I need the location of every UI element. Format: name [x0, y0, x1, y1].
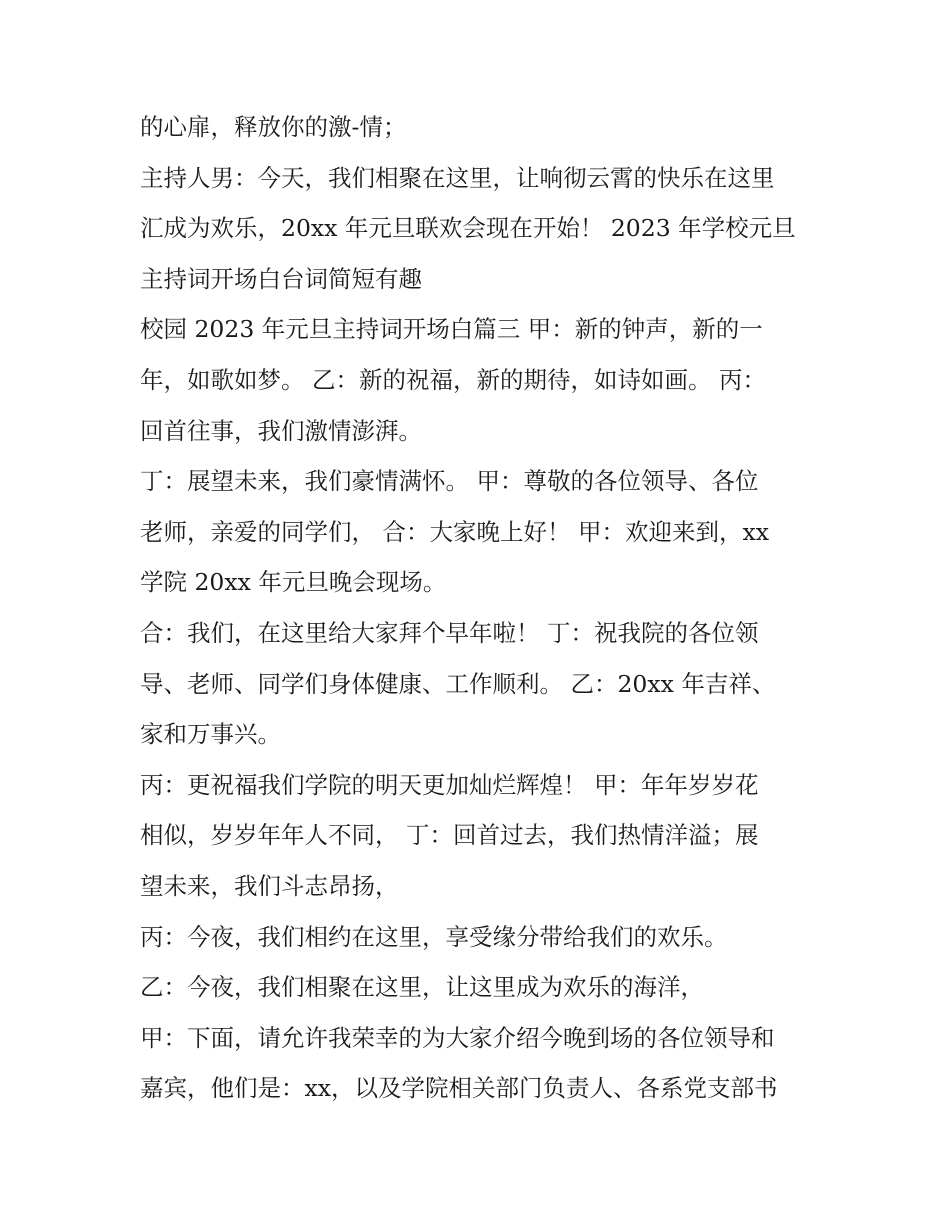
text-line: 学院 20xx 年元旦晚会现场。 — [140, 568, 447, 597]
text-line: 的心扉，释放你的激-情； — [140, 113, 407, 141]
text-line: 嘉宾，他们是：xx，以及学院相关部门负责人、各系党支部书 — [140, 1074, 778, 1103]
text-line: 导、老师、同学们身体健康、工作顺利。 乙：20xx 年吉祥、 — [140, 669, 776, 698]
text-line: 乙：今夜，我们相聚在这里，让这里成为欢乐的海洋， — [140, 973, 704, 1002]
text-line: 年，如歌如梦。 乙：新的祝福，新的期待，如诗如画。 丙： — [140, 365, 766, 394]
text-line: 合：我们，在这里给大家拜个早年啦！ 丁：祝我院的各位领 — [140, 618, 759, 647]
text-line: 老师，亲爱的同学们， 合：大家晚上好！ 甲：欢迎来到，xx — [140, 517, 769, 546]
text-line: 汇成为欢乐，20xx 年元旦联欢会现在开始！ 2023 年学校元旦 — [140, 214, 796, 243]
text-line: 家和万事兴。 — [140, 720, 281, 749]
text-line: 主持人男：今天，我们相聚在这里，让响彻云霄的快乐在这里 — [140, 163, 775, 192]
text-line: 回首往事，我们激情澎湃。 — [140, 416, 422, 445]
text-line: 丙：更祝福我们学院的明天更加灿烂辉煌！ 甲：年年岁岁花 — [140, 770, 759, 799]
text-line: 相似，岁岁年年人不同， 丁：回首过去，我们热情洋溢；展 — [140, 821, 759, 850]
text-line: 丁：展望未来，我们豪情满怀。 甲：尊敬的各位领导、各位 — [140, 467, 759, 496]
text-line: 主持词开场白台词简短有趣 — [140, 264, 422, 293]
text-line: 甲：下面，请允许我荣幸的为大家介绍今晚到场的各位领导和 — [140, 1023, 775, 1052]
text-line: 望未来，我们斗志昂扬， — [140, 871, 399, 900]
text-line: 丙：今夜，我们相约在这里，享受缘分带给我们的欢乐。 — [140, 922, 728, 951]
text-line: 校园 2023 年元旦主持词开场白篇三 甲：新的钟声，新的一 — [140, 315, 763, 344]
document-body — [140, 102, 820, 1114]
